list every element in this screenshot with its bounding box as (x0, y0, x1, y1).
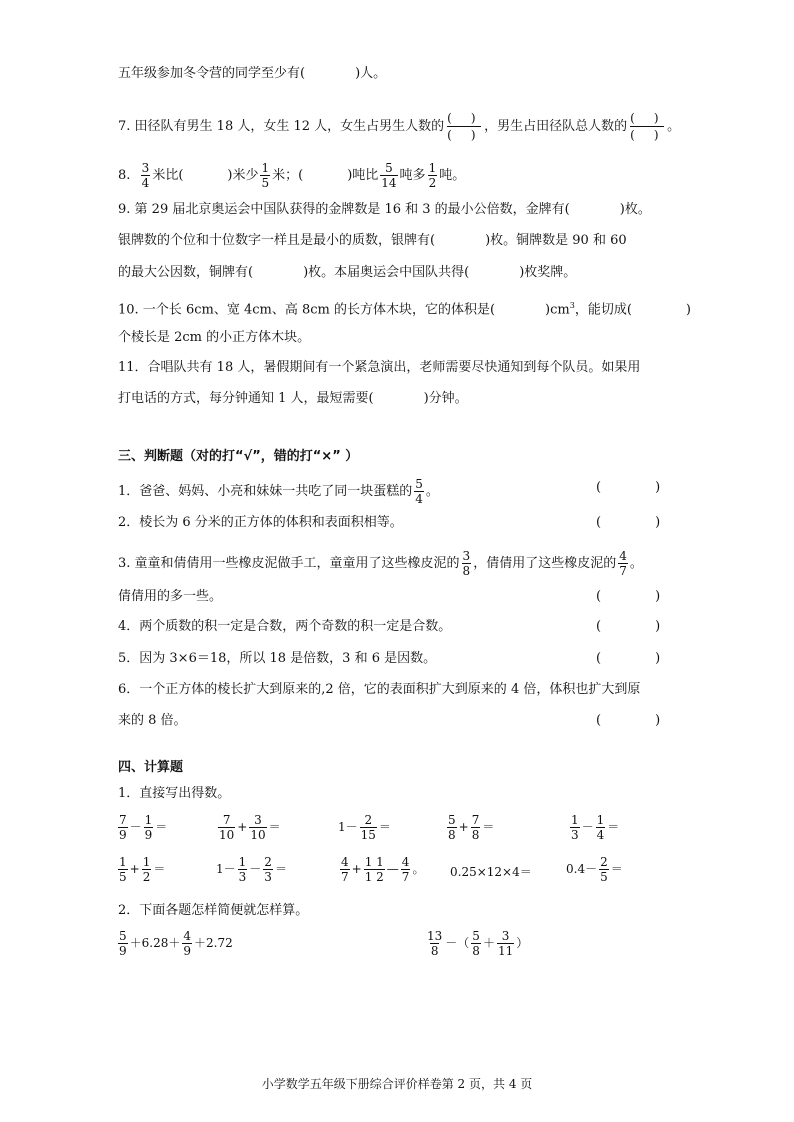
judge-3-line1: 3. 童童和倩倩用一些橡皮泥做手工，童童用了这些橡皮泥的 $\frac{3}{8}$ ，倩倩用了这些橡皮泥的 $\frac{4}{7}$ 。 (118, 549, 643, 578)
calc-item-10[interactable]: 0.4－ $\frac{2}{5}$ ＝ (566, 855, 623, 884)
q6-continuation: 五年级参加冬令营的同学至少有( )人。 (118, 66, 387, 81)
calc-item-9[interactable]: 0.25×12×4＝ (450, 865, 532, 879)
judge-answer-box[interactable]: ( ) (596, 713, 661, 728)
fraction: $\frac{5}{4}$ (415, 477, 423, 506)
question-8: 8. $\frac{3}{4}$ 米比( )米少 $\frac{1}{5}$ 米；( )吨比 $\frac{5}{14}$ 吨多 $\frac{1}{2}$ 吨。 (118, 161, 466, 190)
question-9-line1: 9. 第 29 届北京奥运会中国队获得的金牌数是 16 和 3 的最小公倍数，金牌有( )枚。 (118, 202, 651, 217)
fraction: $\frac{3}{8}$ (462, 549, 471, 578)
fraction: $\frac{1}{5}$ (261, 161, 270, 190)
calc-item-6[interactable]: $\frac{1}{5}$ + $\frac{1}{2}$ ＝ (119, 855, 166, 884)
calc-item-2[interactable]: $\frac{7}{10}$ + $\frac{3}{10}$ ＝ (219, 813, 281, 842)
calc-item-8[interactable]: $\frac{4}{7}$ + $\frac{1 1}{1 2}$ — $\frac{4}{7}$ 。 (341, 855, 425, 884)
fraction-answer-blank[interactable]: ( ) ( ) (630, 112, 664, 141)
section-4-title: 四、计算题 (118, 760, 184, 775)
judge-answer-box[interactable]: ( ) (596, 651, 661, 666)
question-11-line2: 打电话的方式，每分钟通知 1 人，最短需要( )分钟。 (118, 391, 468, 406)
judge-1: 1．爸爸、妈妈、小亮和妹妹一共吃了同一块蛋糕的 $\frac{5}{4}$ 。 (118, 477, 439, 506)
judge-answer-box[interactable]: ( ) (596, 480, 661, 495)
judge-2: 2．棱长为 6 分米的正方体的体积和表面积相等。 (118, 515, 403, 530)
judge-4: 4．两个质数的积一定是合数，两个奇数的积一定是合数。 (118, 619, 452, 634)
judge-3-line2: 倩倩用的多一些。 (118, 589, 223, 604)
judge-5: 5．因为 3×6＝18，所以 18 是倍数，3 和 6 是因数。 (118, 651, 437, 666)
fraction: $\frac{5}{14}$ (381, 161, 397, 190)
question-10-line1: 10. 一个长 6cm、宽 4cm、高 8cm 的长方体木块，它的体积是( )$cm^3$，能切成( ) (118, 301, 691, 318)
section-3-title: 三、判断题（对的打“√”，错的打“×” ） (118, 449, 359, 464)
page-footer: 小学数学五年级下册综合评价样卷第 2 页，共 4 页 (261, 1077, 533, 1091)
judge-6-line2: 来的 8 倍。 (118, 713, 187, 728)
calc-item-5[interactable]: $\frac{1}{3}$ － $\frac{1}{4}$ ＝ (571, 813, 620, 842)
fraction-answer-blank[interactable]: ( ) ( ) (447, 112, 481, 141)
question-9-line2: 银牌数的个位和十位数字一样且是最小的质数，银牌有( )枚。铜牌数是 90 和 60 (118, 233, 627, 248)
question-10-line2: 个棱长是 2cm 的小正方体木块。 (118, 330, 311, 345)
calc-item-4[interactable]: $\frac{5}{8}$ + $\frac{7}{8}$ ＝ (448, 813, 495, 842)
fraction: $\frac{3}{4}$ (141, 161, 150, 190)
fraction: $\frac{4}{7}$ (619, 549, 627, 578)
question-9-line3: 的最大公因数，铜牌有( )枚。本届奥运会中国队共得( )枚奖牌。 (118, 265, 577, 280)
judge-6-line1: 6．一个正方体的棱长扩大到原来的,2 倍，它的表面积扩大到原来的 4 倍，体积也扩大到原 (118, 682, 641, 697)
calc-subtitle-1: 1．直接写出得数。 (118, 786, 231, 801)
judge-answer-box[interactable]: ( ) (596, 515, 661, 530)
calc-expression-1[interactable]: $\frac{5}{9}$ ＋6.28＋ $\frac{4}{9}$ ＋2.72 (119, 929, 233, 958)
fraction: $\frac{1}{2}$ (428, 161, 437, 190)
calc-item-3[interactable]: 1－ $\frac{2}{15}$ ＝ (338, 813, 391, 842)
question-7: 7. 田径队有男生 18 人，女生 12 人，女生占男生人数的 ( ) ( ) ，男生占田径队总人数的 ( ) ( ) 。 (118, 111, 681, 142)
calc-item-1[interactable]: $\frac{7}{9}$ － $\frac{1}{9}$ ＝ (119, 813, 168, 842)
judge-answer-box[interactable]: ( ) (596, 619, 661, 634)
calc-subtitle-2: 2．下面各题怎样简便就怎样算。 (118, 903, 309, 918)
calc-item-7[interactable]: 1－ $\frac{1}{3}$ － $\frac{2}{3}$ ＝ (216, 855, 287, 884)
calc-expression-2[interactable]: $\frac{13}{8}$ －（ $\frac{5}{8}$ ＋ $\frac{3}{11}$ ） (427, 929, 529, 958)
judge-answer-box[interactable]: ( ) (596, 589, 661, 604)
question-11-line1: 11．合唱队共有 18 人，暑假期间有一个紧急演出，老师需要尽快通知到每个队员。如果用 (118, 360, 641, 375)
